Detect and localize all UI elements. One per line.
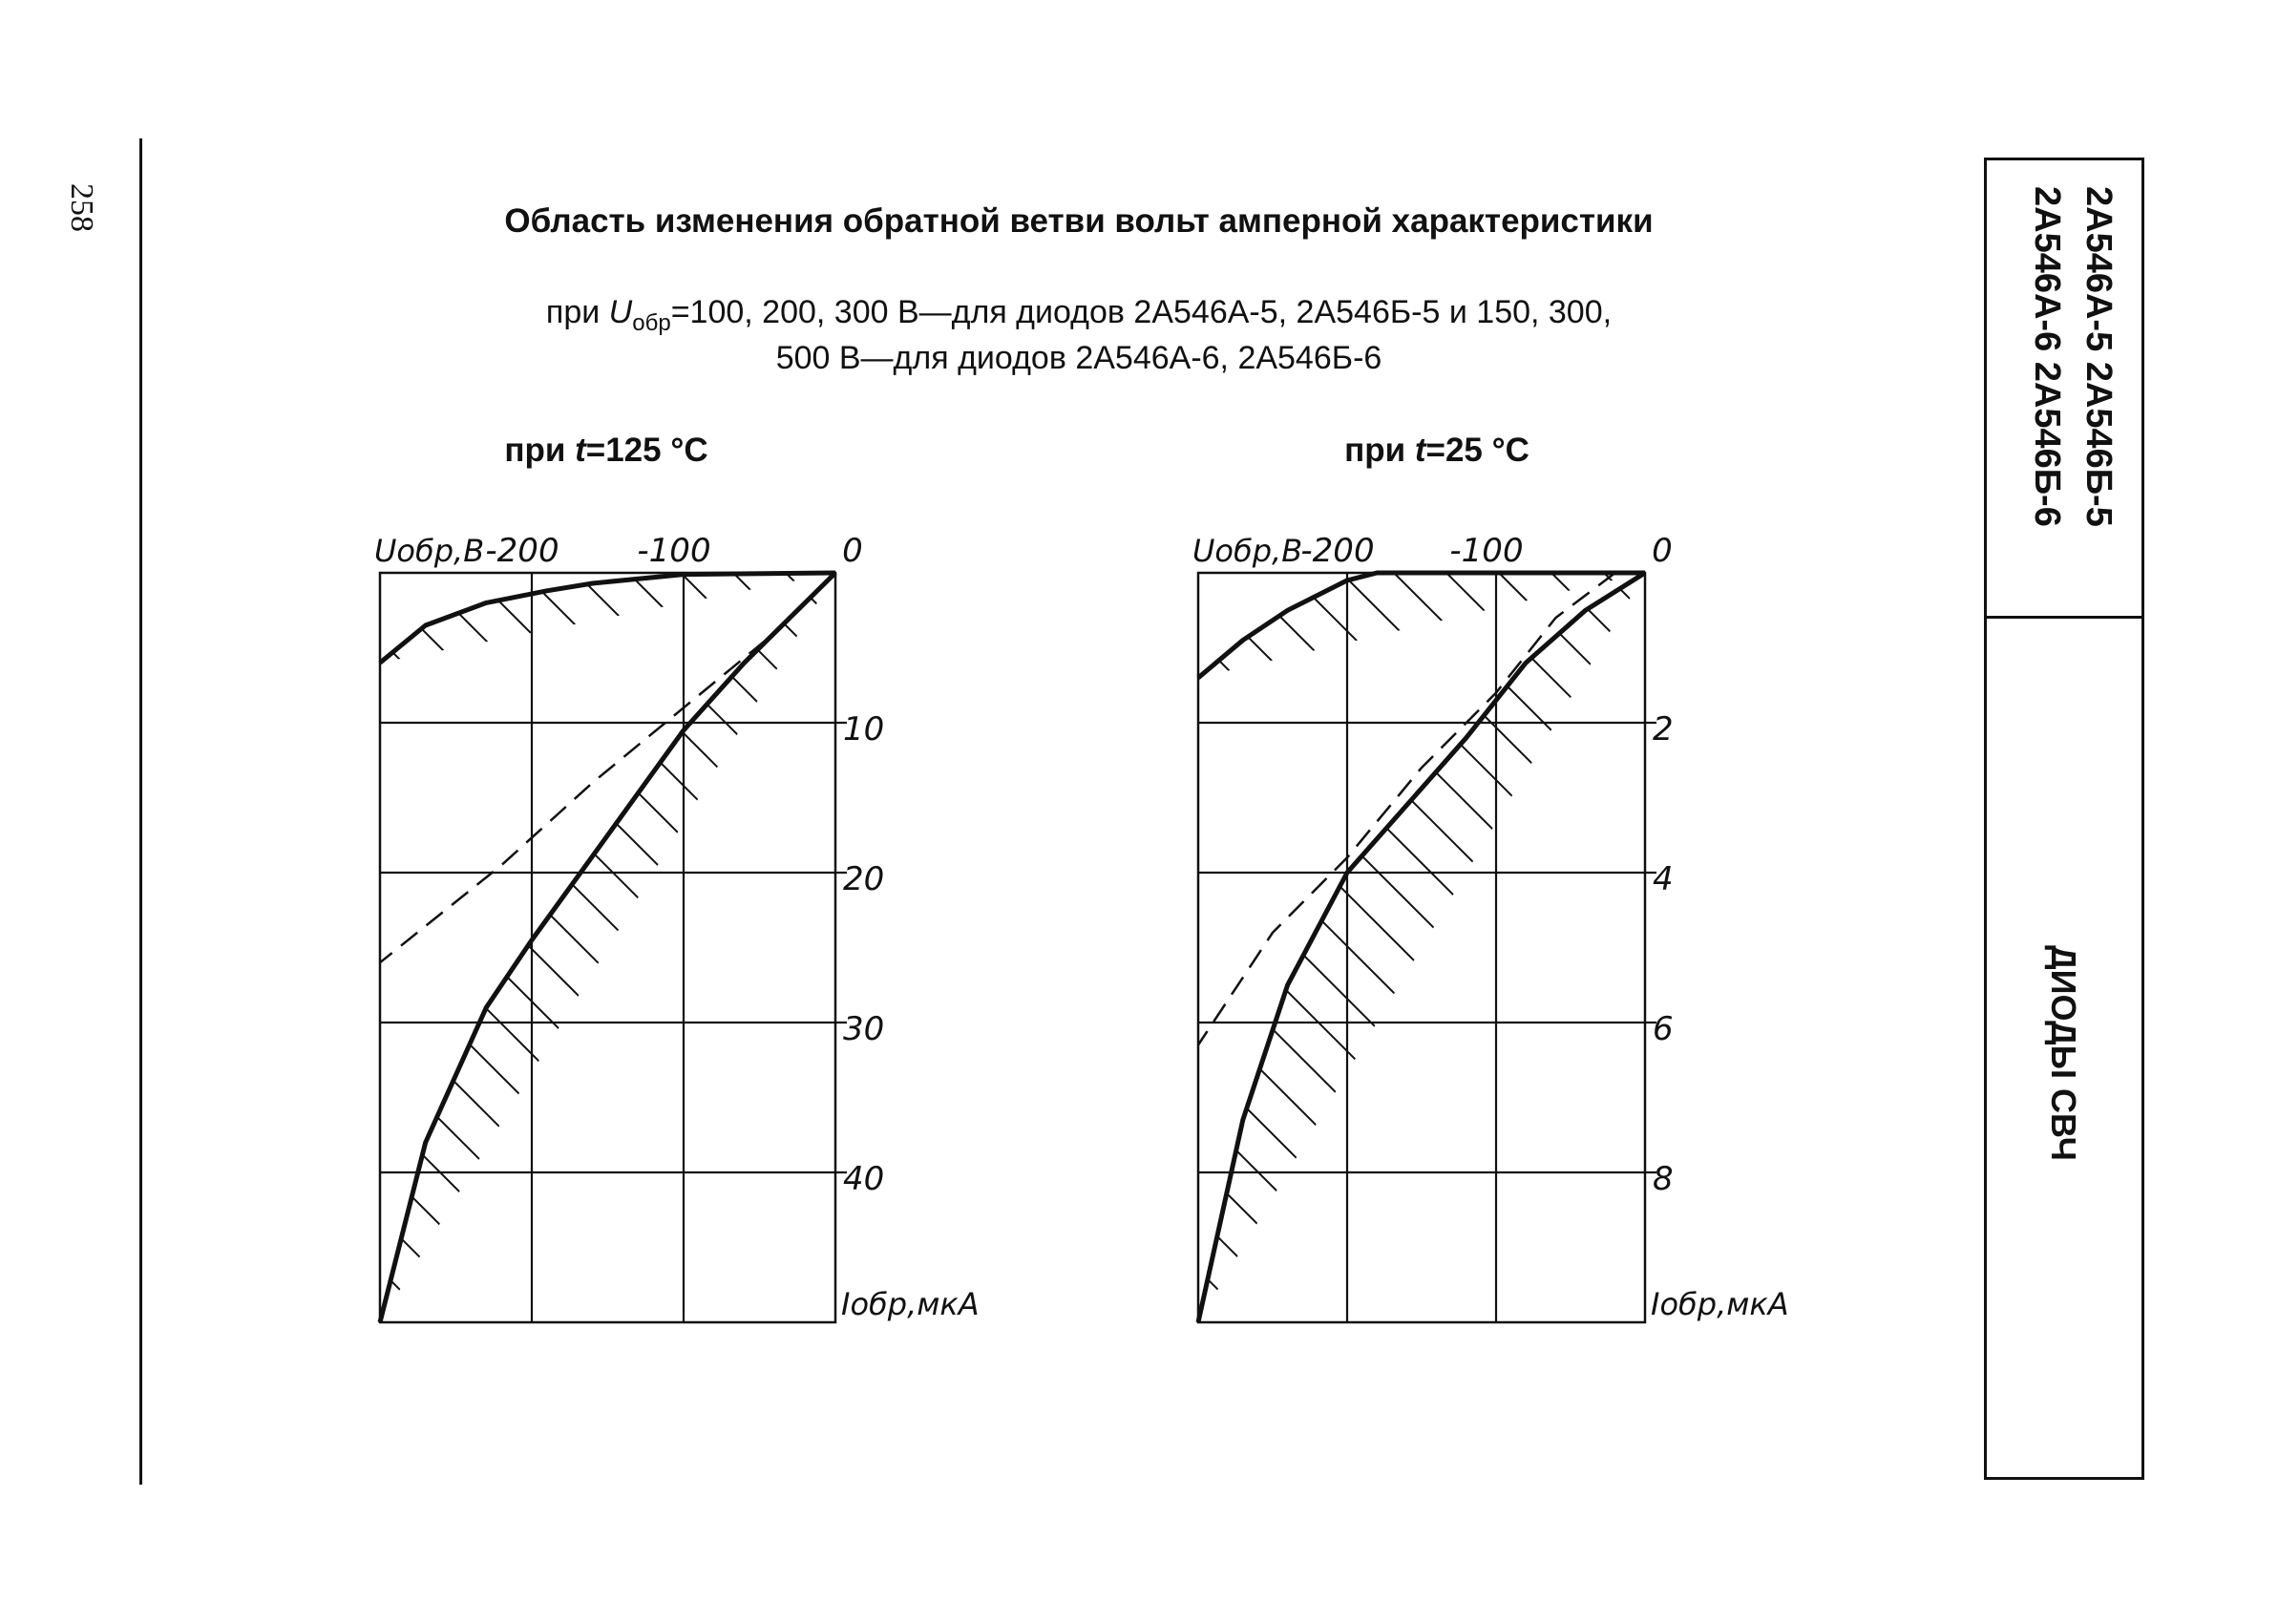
hatch-line bbox=[449, 573, 1198, 1322]
hatch-line bbox=[1311, 573, 2060, 1322]
hatch-line bbox=[261, 573, 1010, 1322]
hatch-line bbox=[1026, 573, 1776, 1322]
x-tick-label: 0 bbox=[842, 532, 863, 570]
y-tick-label: 6 bbox=[1653, 1010, 1674, 1048]
x-tick-label: -100 bbox=[637, 532, 711, 570]
y-tick-label: 20 bbox=[843, 860, 885, 898]
hatch-line bbox=[1048, 573, 1798, 1322]
hatch-line bbox=[1258, 573, 2008, 1322]
hatch-line bbox=[996, 573, 1745, 1322]
hatch-line bbox=[501, 573, 1251, 1322]
y-tick-label: 8 bbox=[1653, 1160, 1674, 1198]
hatch-line bbox=[1079, 573, 1828, 1322]
hatch-line bbox=[1521, 573, 2270, 1322]
hatch-line bbox=[0, 573, 748, 1322]
hatch-line bbox=[786, 573, 1535, 1322]
hatch-line bbox=[156, 573, 905, 1322]
hatch-line bbox=[0, 573, 695, 1322]
hatch-line bbox=[2129, 573, 2278, 1322]
hatch-line bbox=[838, 573, 1588, 1322]
hatch-group bbox=[0, 573, 2278, 1322]
subtitle-line-2: 500 В—для диодов 2А546А-6, 2А546Б-6 bbox=[775, 340, 1382, 376]
hatch-line bbox=[733, 573, 1483, 1322]
y-tick-label: 30 bbox=[843, 1010, 885, 1048]
hatch-line bbox=[2234, 573, 2278, 1322]
plot-frame bbox=[380, 573, 835, 1322]
hatch-line bbox=[0, 573, 538, 1322]
hatch-line bbox=[943, 573, 1693, 1322]
chart-2-title-pre: при bbox=[1344, 432, 1415, 469]
sidebar-models-line-1: 2А546А-5 2А546Б-5 bbox=[2078, 186, 2119, 527]
hatch-line bbox=[2182, 573, 2278, 1322]
y-axis-label: Iобр,мкА bbox=[841, 1286, 980, 1322]
series-upper-boundary bbox=[1198, 573, 1645, 1322]
chart-2-title-post: =25 °C bbox=[1425, 432, 1529, 469]
chart-1-title-pre: при bbox=[504, 432, 576, 469]
plot-frame bbox=[1198, 573, 1645, 1322]
x-tick-label: 0 bbox=[1652, 532, 1673, 570]
y-tick-label: 40 bbox=[843, 1160, 885, 1198]
hatch-line bbox=[628, 573, 1378, 1322]
series-lower-boundary bbox=[380, 573, 835, 663]
hatch-line bbox=[1341, 573, 2091, 1322]
y-axis-label: Iобр,мкА bbox=[1651, 1286, 1789, 1322]
series-middle-dashed bbox=[380, 573, 835, 962]
subtitle-pre: при bbox=[545, 294, 609, 330]
sidebar-category: ДИОДЫ СВЧ bbox=[2044, 945, 2083, 1161]
hatch-line bbox=[0, 573, 590, 1322]
y-tick-label: 4 bbox=[1653, 860, 1674, 898]
hatch-line bbox=[681, 573, 1430, 1322]
hatch-line bbox=[659, 573, 1408, 1322]
hatch-line bbox=[974, 573, 1723, 1322]
hatch-line bbox=[891, 573, 1640, 1322]
sidebar-divider bbox=[1984, 616, 2144, 619]
hatch-line bbox=[1604, 573, 2278, 1322]
x-axis-label: Uобр,В bbox=[374, 533, 485, 569]
x-tick-label: -200 bbox=[1300, 532, 1375, 570]
hatch-line bbox=[1656, 573, 2278, 1322]
hatch-line bbox=[554, 573, 1303, 1322]
y-tick-label: 10 bbox=[843, 710, 885, 749]
u-symbol: U bbox=[608, 294, 633, 330]
hatch-line bbox=[576, 573, 1325, 1322]
chart-125c bbox=[0, 532, 2278, 1322]
u-subscript: обр bbox=[632, 309, 671, 336]
x-tick-label: -100 bbox=[1449, 532, 1524, 570]
subtitle-post: =100, 200, 300 В—для диодов 2А546А-5, 2А546Б-5 и 150, 300, bbox=[670, 294, 1613, 330]
hatch-line bbox=[1573, 573, 2278, 1322]
hatch-line bbox=[1153, 573, 1903, 1322]
chart-2-title-var: t bbox=[1414, 432, 1426, 469]
series-middle-dashed bbox=[1198, 573, 1615, 1045]
x-tick-label: -200 bbox=[485, 532, 559, 570]
hatch-line bbox=[208, 573, 958, 1322]
hatch-line bbox=[816, 573, 1566, 1322]
hatch-line bbox=[0, 573, 432, 1322]
sidebar-models-line-2: 2А546А-6 2А546Б-6 bbox=[2027, 186, 2067, 527]
series-lower-boundary bbox=[1198, 573, 1645, 678]
y-tick-label: 2 bbox=[1653, 710, 1674, 749]
hatch-line bbox=[606, 573, 1356, 1322]
hatch-line bbox=[1551, 573, 2278, 1322]
page-number: 258 bbox=[64, 183, 99, 232]
series-upper-boundary bbox=[380, 573, 835, 1322]
hatch-line bbox=[1101, 573, 1850, 1322]
hatch-line bbox=[0, 573, 380, 1322]
chart-1-title-post: =125 °C bbox=[585, 432, 708, 469]
hatch-line bbox=[0, 573, 643, 1322]
chart-1-title-var: t bbox=[575, 432, 586, 469]
hatch-line bbox=[1206, 573, 1955, 1322]
hatch-line bbox=[523, 573, 1273, 1322]
hatch-line bbox=[0, 573, 485, 1322]
page-title: Область изменения обратной ветви вольт амперной характеристики bbox=[504, 202, 1654, 240]
x-axis-label: Uобр,В bbox=[1192, 533, 1303, 569]
